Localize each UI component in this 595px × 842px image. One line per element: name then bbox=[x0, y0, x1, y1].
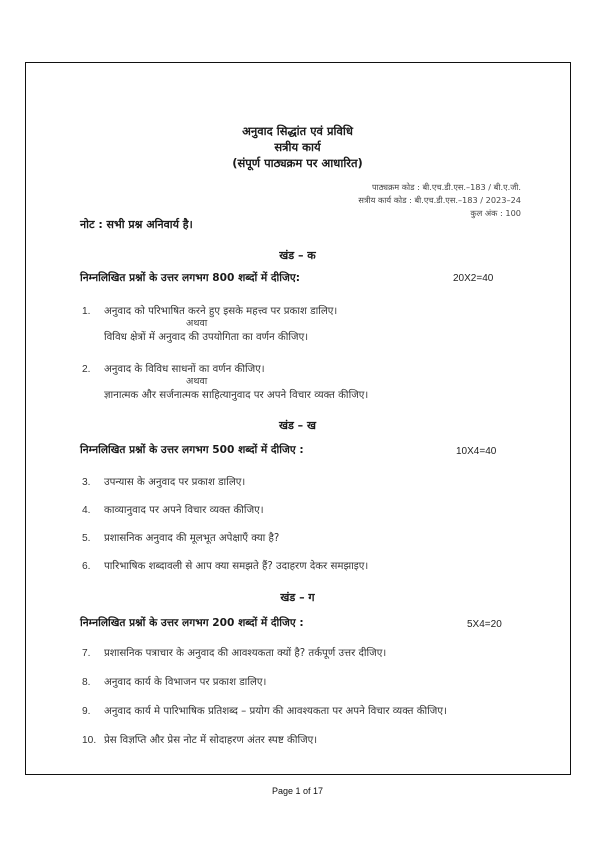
question-item bbox=[82, 703, 447, 717]
document-title: अनुवाद सिद्धांत एवं प्रविधि bbox=[242, 124, 353, 138]
alternate-question-text: ज्ञानात्मक और सर्जनात्मक साहित्यानुवाद पर अपने विचार व्यक्त कीजिए। bbox=[104, 390, 369, 401]
question-number: 1. bbox=[82, 306, 91, 317]
question-number: 9. bbox=[82, 706, 91, 717]
question-number: 3. bbox=[82, 477, 91, 488]
question-text: प्रशासनिक पत्राचार के अनुवाद की आवश्यकता क्यों है? तर्कपूर्ण उत्तर दीजिए। bbox=[104, 648, 387, 659]
question-item bbox=[82, 645, 386, 659]
question-item bbox=[82, 674, 266, 688]
section-heading: खंड – क bbox=[279, 249, 316, 262]
question-text: पारिभाषिक शब्दावली से आप क्या समझते हैं? उदाहरण देकर समझाइए। bbox=[104, 561, 369, 572]
question-text: अनुवाद को परिभाषित करने हुए इसके महत्त्व पर प्रकाश डालिए। bbox=[104, 306, 338, 317]
course-code: पाठ्यक्रम कोड : बी.एच.डी.एस.–183 / बी.ए.जी. bbox=[371, 182, 521, 192]
section-instruction: निम्नलिखित प्रश्नों के उत्तर लगभग 200 शब्दों में दीजिए : bbox=[80, 617, 304, 629]
question-text: उपन्यास के अनुवाद पर प्रकाश डालिए। bbox=[104, 477, 246, 488]
question-item bbox=[82, 474, 245, 488]
note: नोट : सभी प्रश्न अनिवार्य है। bbox=[80, 218, 193, 231]
document-scope: (संपूर्ण पाठ्यक्रम पर आधारित) bbox=[232, 156, 363, 170]
question-text: अनुवाद कार्य मे पारिभाषिक प्रतिशब्द – प्रयोग की आवश्यकता पर अपने विचार व्यक्त कीजिए। bbox=[104, 706, 447, 717]
question-number: 5. bbox=[82, 533, 91, 544]
question-number: 10. bbox=[82, 735, 97, 746]
section-instruction: निम्नलिखित प्रश्नों के उत्तर लगभग 500 शब्दों में दीजिए : bbox=[80, 444, 304, 456]
section-heading: खंड – ख bbox=[278, 419, 317, 432]
total-marks: कुल अंक : 100 bbox=[470, 208, 521, 218]
or-label: अथवा bbox=[186, 376, 208, 387]
question-item bbox=[82, 732, 317, 746]
question-number: 8. bbox=[82, 677, 91, 688]
or-label: अथवा bbox=[186, 318, 208, 329]
assignment-code: सत्रीय कार्य कोड : बी.एच.डी.एस.–183 / 2023–24 bbox=[358, 195, 521, 205]
section-marks: 10X4=40 bbox=[456, 446, 497, 457]
question-number: 2. bbox=[82, 364, 91, 375]
section-marks: 5X4=20 bbox=[467, 619, 502, 630]
document-subtitle: सत्रीय कार्य bbox=[274, 140, 321, 154]
question-item bbox=[82, 502, 264, 516]
section-marks: 20X2=40 bbox=[453, 273, 494, 284]
question-text: प्रेस विज्ञप्ति और प्रेस नोट में सोदाहरण अंतर स्पष्ट कीजिए। bbox=[104, 735, 318, 746]
section-heading: खंड – ग bbox=[280, 591, 315, 604]
question-number: 4. bbox=[82, 505, 91, 516]
question-item bbox=[82, 558, 368, 572]
question-item bbox=[82, 530, 279, 544]
question-item bbox=[82, 361, 265, 375]
question-text: प्रशासनिक अनुवाद की मूलभूत अपेक्षाएँ क्या है? bbox=[104, 533, 280, 544]
question-text: काव्यानुवाद पर अपने विचार व्यक्त कीजिए। bbox=[104, 505, 264, 516]
section-instruction: निम्नलिखित प्रश्नों के उत्तर लगभग 800 शब्दों में दीजिए: bbox=[80, 272, 300, 284]
question-number: 7. bbox=[82, 648, 91, 659]
question-text: अनुवाद कार्य के विभाजन पर प्रकाश डालिए। bbox=[104, 677, 267, 688]
question-number: 6. bbox=[82, 561, 91, 572]
page-number: Page 1 of 17 bbox=[271, 786, 324, 796]
alternate-question-text: विविध क्षेत्रों में अनुवाद की उपयोगिता का वर्णन कीजिए। bbox=[104, 332, 309, 343]
question-text: अनुवाद के विविध साधनों का वर्णन कीजिए। bbox=[104, 364, 265, 375]
question-item bbox=[82, 303, 337, 317]
